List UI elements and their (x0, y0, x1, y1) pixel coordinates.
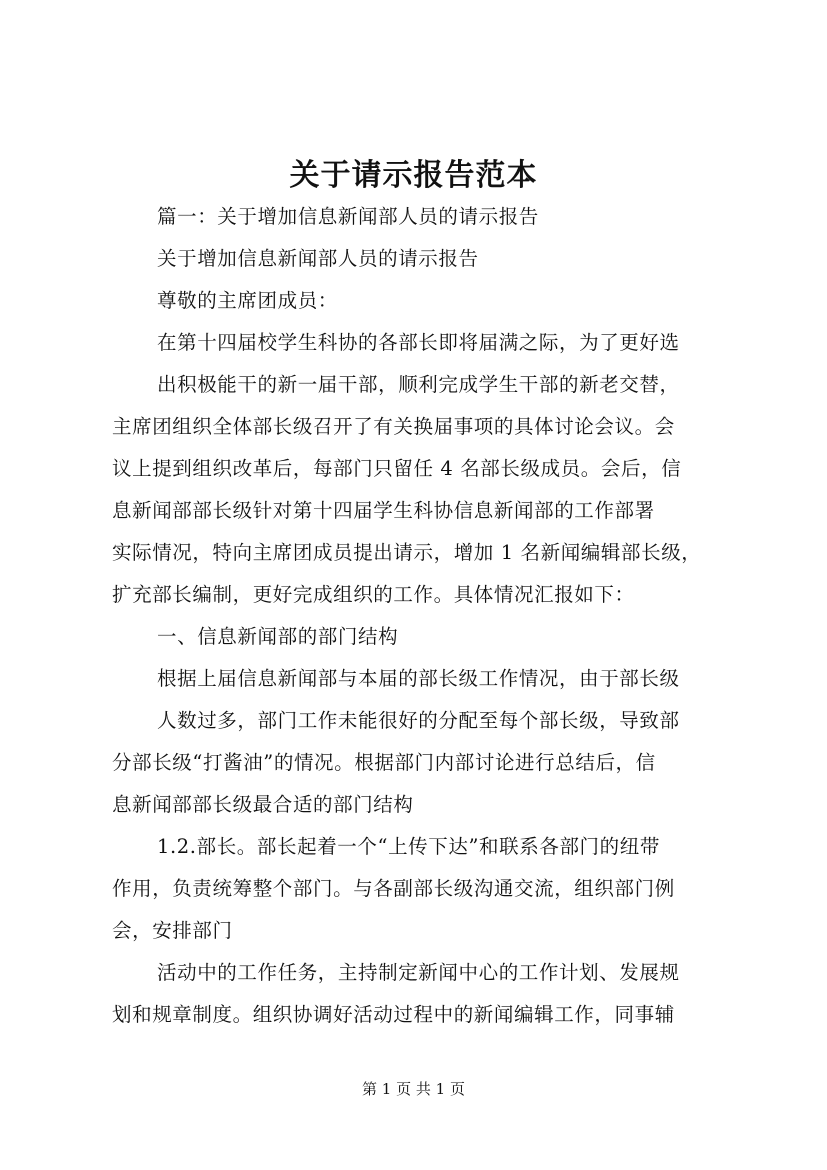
salutation: 尊敬的主席团成员： (157, 289, 338, 312)
body-line: 活动中的工作任务，主持制定新闻中心的工作计划、发展规 (157, 961, 680, 984)
body-line: 息新闻部部长级针对第十四届学生科协信息新闻部的工作部署 (112, 499, 655, 522)
body-line: 在第十四届校学生科协的各部长即将届满之际，为了更好选 (157, 331, 680, 354)
body-line: 主席团组织全体部长级召开了有关换届事项的具体讨论会议。会 (112, 415, 675, 438)
body-line: 息新闻部部长级最合适的部门结构 (112, 793, 414, 816)
body-line: 出积极能干的新一届干部，顺利完成学生干部的新老交替， (157, 373, 680, 396)
document-title: 关于请示报告范本 (289, 158, 538, 193)
section-heading: 篇一：关于增加信息新闻部人员的请示报告 (157, 205, 539, 228)
body-line: 划和规章制度。组织协调好活动过程中的新闻编辑工作，同事辅 (112, 1003, 675, 1026)
body-line: 作用，负责统筹整个部门。与各副部长级沟通交流，组织部门例 (112, 877, 675, 900)
subsection-heading: 一、信息新闻部的部门结构 (157, 625, 399, 648)
page-footer: 第 1 页 共 1 页 (362, 1080, 465, 1098)
body-line: 实际情况，特向主席团成员提出请示，增加 1 名新闻编辑部长级， (112, 541, 702, 564)
body-line: 分部长级“打酱油”的情况。根据部门内部讨论进行总结后，信 (112, 751, 656, 774)
body-line: 扩充部长编制，更好完成组织的工作。具体情况汇报如下： (112, 583, 635, 606)
body-line: 人数过多，部门工作未能很好的分配至每个部长级，导致部 (157, 709, 680, 732)
body-line: 根据上届信息新闻部与本届的部长级工作情况，由于部长级 (157, 667, 680, 690)
body-line: 议上提到组织改革后，每部门只留任 4 名部长级成员。会后，信 (112, 457, 682, 480)
body-line: 会，安排部门 (112, 919, 233, 942)
body-line: 1.2.部长。部长起着一个“上传下达”和联系各部门的纽带 (157, 835, 660, 858)
report-title: 关于增加信息新闻部人员的请示报告 (157, 247, 479, 270)
